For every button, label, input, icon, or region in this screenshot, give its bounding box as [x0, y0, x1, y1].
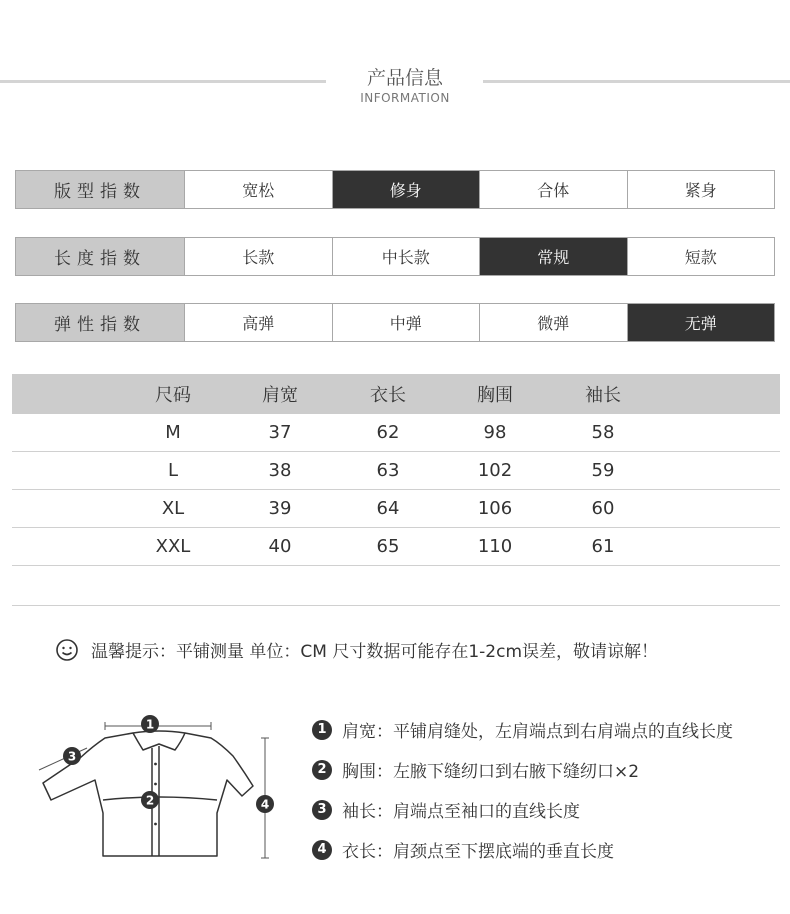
table-cell: 38: [268, 460, 292, 481]
table-row: [12, 452, 780, 490]
table-cell: 40: [268, 536, 292, 557]
legend-item-chest: [312, 757, 782, 782]
fit-option-slim: 修身: [333, 171, 481, 208]
table-cell: 65: [376, 536, 400, 557]
shirt-button: [154, 823, 157, 826]
table-row: [12, 414, 780, 452]
table-cell: 61: [591, 536, 615, 557]
length-option-regular: 常规: [480, 238, 628, 275]
legend-item-sleeve: [312, 797, 782, 822]
marker-3: [63, 747, 81, 765]
table-row: [12, 490, 780, 528]
header-sleeve: 袖长: [585, 385, 621, 406]
svg-text:4: 4: [260, 797, 270, 812]
header-shoulder: 肩宽: [262, 385, 298, 406]
svg-text:3: 3: [67, 749, 77, 764]
marker-1: [141, 715, 159, 733]
tip-text: 温馨提示：平铺测量 单位：CM 尺寸数据可能存在1-2cm误差，敬请谅解！: [91, 642, 659, 662]
fit-index-row: [15, 170, 775, 209]
legend-number: 2: [312, 760, 332, 780]
length-option-mid-long: 中长款: [333, 238, 481, 275]
length-option-long: 长款: [185, 238, 333, 275]
length-index-label: 长度指数: [16, 238, 185, 275]
shirt-button: [154, 783, 157, 786]
legend-text: 肩宽：平铺肩缝处，左肩端点到右肩端点的直线长度: [342, 722, 733, 742]
table-cell: 59: [591, 460, 615, 481]
legend-item-shoulder: [312, 717, 782, 742]
table-cell: 39: [268, 498, 292, 519]
legend-number: 4: [312, 840, 332, 860]
legend-item-length: [312, 837, 782, 862]
svg-text:2: 2: [145, 793, 155, 808]
elasticity-option-high: 高弹: [185, 304, 333, 341]
fit-option-regular: 合体: [480, 171, 628, 208]
smile-icon: [55, 638, 79, 662]
table-cell: 58: [591, 422, 615, 443]
legend-text: 衣长：肩颈点至下摆底端的垂直长度: [342, 842, 614, 862]
chest-seam: [103, 797, 217, 800]
table-cell: 37: [268, 422, 292, 443]
table-cell: 62: [376, 422, 400, 443]
header-line-right: [483, 80, 790, 83]
legend-number: 1: [312, 720, 332, 740]
shirt-measurement-diagram: [35, 708, 285, 868]
table-row: [12, 528, 780, 566]
table-cell: 98: [483, 422, 507, 443]
table-cell: XXL: [155, 536, 191, 557]
section-subtitle: INFORMATION: [360, 91, 450, 105]
table-cell: 60: [591, 498, 615, 519]
section-title: 产品信息: [366, 67, 443, 89]
header-line-left: [0, 80, 326, 83]
header-chest: 胸围: [477, 385, 513, 406]
elasticity-index-label: 弹性指数: [16, 304, 185, 341]
fit-index-label: 版型指数: [16, 171, 185, 208]
table-cell: M: [165, 422, 181, 443]
table-cell: L: [167, 460, 179, 481]
legend-text: 袖长：肩端点至袖口的直线长度: [342, 802, 580, 822]
tip-line: [55, 637, 775, 662]
table-cell: XL: [161, 498, 185, 519]
fit-option-loose: 宽松: [185, 171, 333, 208]
table-cell: 106: [477, 498, 513, 519]
legend-text: 胸围：左腋下缝纫口到右腋下缝纫口×2: [342, 762, 640, 782]
table-cell: 102: [477, 460, 513, 481]
marker-4: [256, 795, 274, 813]
table-cell: 63: [376, 460, 400, 481]
header-size: 尺码: [155, 385, 191, 406]
marker-2: [141, 791, 159, 809]
elasticity-option-medium: 中弹: [333, 304, 481, 341]
length-index-row: [15, 237, 775, 276]
size-table-header: [12, 374, 780, 414]
table-cell: 64: [376, 498, 400, 519]
size-table: [12, 374, 780, 566]
header-length: 衣长: [370, 385, 406, 406]
length-option-short: 短款: [684, 248, 717, 267]
elasticity-index-row: [15, 303, 775, 342]
shirt-button: [154, 763, 157, 766]
table-bottom-divider: [12, 605, 780, 606]
fit-option-tight: 紧身: [684, 181, 717, 200]
table-cell: 110: [477, 536, 513, 557]
elasticity-option-none: 无弹: [628, 304, 775, 341]
svg-text:1: 1: [145, 717, 155, 732]
legend-number: 3: [312, 800, 332, 820]
elasticity-option-slight: 微弹: [480, 304, 628, 341]
